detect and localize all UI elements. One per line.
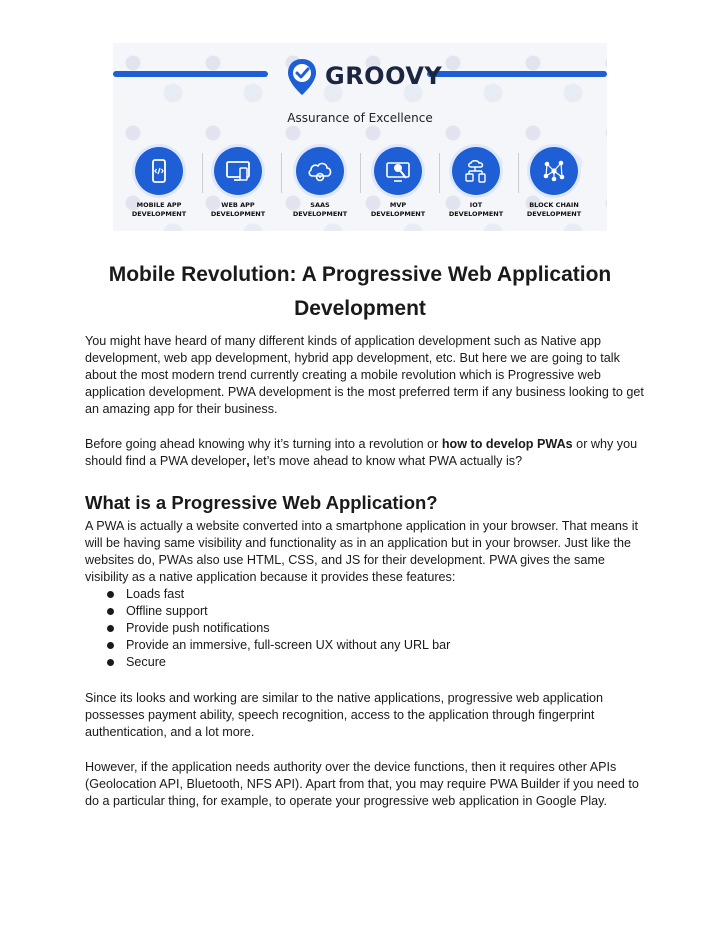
list-item [85,586,625,603]
brand-tagline: Assurance of Excellence [287,111,433,125]
list-item [85,603,625,620]
bullet-icon [107,608,114,615]
bold-comma: , [246,454,250,468]
feature-text: Provide an immersive, full-screen UX without any URL bar [126,638,451,652]
mobile-code-icon [135,147,183,195]
apis-paragraph: However, if the application needs authority over the device functions, then it requires other APIs (Geolocation API, Bluetooth, NFS API). Apart from that, you may require PWA Builder if you need to do a particular thing, for example, to operate your progressive web application in Google Play. [85,760,639,808]
service-label: IOT DEVELOPMENT [448,201,504,218]
web-app-icon [214,147,262,195]
service-mvp [363,147,433,219]
pwa-definition-paragraph: A PWA is actually a website converted into a smartphone application in your browser. That means it will be having same visibility and functionality as in an application but in your browser. Just like the websites do, PWAs also use HTML, CSS, and JS for their development. PWA gives the same visibility as a native application because it provides these features: [85,519,639,584]
brand-name: GROOVY [325,62,443,90]
service-iot [441,147,511,219]
cloud-gear-icon [296,147,344,195]
service-saas [285,147,355,219]
logo-rule-right [427,71,607,77]
logo-rule-left [113,71,268,77]
service-label: WEB APP DEVELOPMENT [210,201,266,218]
service-mobile-app [124,147,194,219]
list-item [85,654,625,671]
feature-text: Loads fast [126,587,185,601]
bullet-icon [107,625,114,632]
service-label: SAAS DEVELOPMENT [292,201,348,218]
intro-paragraph: You might have heard of many different kinds of application development such as Native app development, web app development, hybrid app development, etc. But here we are going to talk about the most modern trend currently creating a mobile revolution which is Progressive web application development. PWA development is the most preferred term if any business looking to get an amazing app for their business. [85,334,644,416]
groovy-logo-icon [286,57,318,97]
bullet-icon [107,642,114,649]
service-label: BLOCK CHAIN DEVELOPMENT [526,201,582,218]
service-divider [360,153,361,193]
service-divider [439,153,440,193]
feature-text: Secure [126,655,166,669]
how-to-develop-pwas-link[interactable]: how to develop PWAs [441,437,573,451]
iot-icon [452,147,500,195]
service-label: MVP DEVELOPMENT [370,201,426,218]
paragraph-text: or why you should find a PWA developer [85,437,638,468]
service-label: MOBILE APP DEVELOPMENT [131,201,187,218]
pwa-question-paragraph [85,436,645,470]
service-blockchain [519,147,589,219]
feature-text: Provide push notifications [126,621,270,635]
paragraph-text: Before going ahead knowing why it’s turning into a revolution or [85,437,442,451]
paragraph-text: let’s move ahead to know what PWA actually is? [249,454,523,468]
blockchain-icon [530,147,578,195]
section-heading: What is a Progressive Web Application? [85,492,438,513]
feature-text: Offline support [126,604,208,618]
bullet-icon [107,591,114,598]
bullet-icon [107,659,114,666]
service-divider [281,153,282,193]
article-title: Mobile Revolution: A Progressive Web Application Development [108,263,612,320]
payment-paragraph: Since its looks and working are similar to the native applications, progressive web application possesses payment ability, speech recognition, access to the application through fingerprint authentication, and a lot more. [85,691,604,739]
service-web-app [203,147,273,219]
mvp-icon [374,147,422,195]
list-item [85,637,625,654]
features-list [85,586,625,671]
list-item [85,620,625,637]
company-banner [113,43,607,231]
